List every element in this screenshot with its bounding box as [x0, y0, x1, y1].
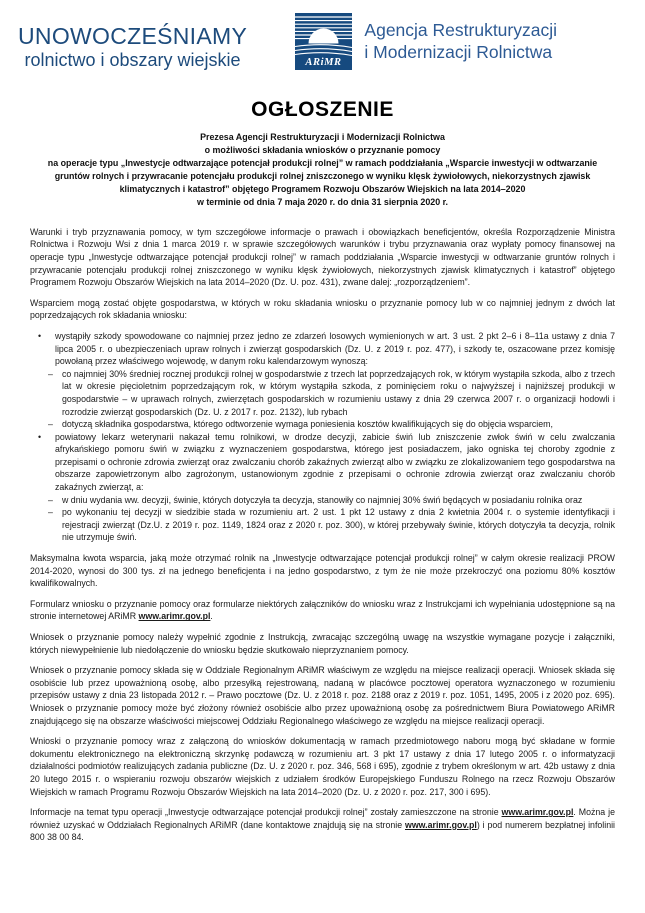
subtitle — [0, 131, 645, 209]
bullet-marker: • — [38, 330, 42, 341]
dash-marker: – — [48, 507, 53, 518]
dash-marker: – — [48, 494, 53, 505]
subtitle-line: o możliwości składania wniosków o przyznanie pomocy — [204, 144, 441, 155]
bullet-marker: • — [38, 431, 42, 442]
dash-item: – w dniu wydania ww. decyzji, świnie, których dotyczyła ta decyzja, stanowiły co najmniej 30% świń będących w posiadaniu rolnika oraz — [48, 494, 583, 505]
dash-marker: – — [48, 419, 53, 430]
dash-marker: – — [48, 368, 53, 379]
dash-item: – dotyczą składnika gospodarstwa, którego odtworzenie wymaga poniesienia kosztów kwalifikujących się do objęcia wsparciem, — [48, 419, 553, 430]
document-body — [30, 226, 615, 844]
agency-name — [364, 20, 557, 63]
arimr-logo-text: ARiMR — [305, 57, 343, 68]
paragraph: Wniosek o przyznanie pomocy należy wypełnić zgodnie z Instrukcją, zwracając szczególną uwagę na wszystkie wymagane pozycje i załączniki, których niewypełnienie lub niedołączenie do wniosku będzie skutkowało nieprzyznaniem pomocy. — [30, 632, 615, 655]
paragraph: Formularz wniosku o przyznanie pomocy oraz formularze niektórych załączników do wniosku wraz z Instrukcjami ich wypełniania udostępnione są na stronie internetowej ARiMR www.arimr.gov.pl. — [30, 598, 615, 622]
agency-name-line-1: Agencja Restrukturyzacji — [364, 20, 557, 41]
document-header — [0, 0, 645, 72]
bullet-item: • powiatowy lekarz weterynarii nakazał temu rolnikowi, w drodze decyzji, zabicie świń lub zniszczenie zwłok świń w celu zwalczania afrykańskiego pomoru świń w związku z wyznaczeniem gospodarstwa, którego jest posiadaczem, jako ogniska tej choroby zgodnie z przepisami o ochronie zdrowia zwierząt oraz zwalczaniu chorób zakaźnych zwierząt albo w związku ze zlokalizowaniem tego gospodarstwa na obszarze zapowietrzonym albo zagrożonym, ustanowionym zgodnie z przepisami o ochronie zdrowia zwierząt oraz zwalczaniu chorób zakaźnych zwierząt, a: — [38, 431, 615, 493]
subtitle-line: w terminie od dnia 7 maja 2020 r. do dnia 31 sierpnia 2020 r. — [196, 196, 449, 207]
dash-item: – po wykonaniu tej decyzji w siedzibie stada w rozumieniu art. 2 ust. 1 pkt 12 ustawy z dnia 2 kwietnia 2004 r. o systemie identyfikacji i rejestracji zwierząt (Dz.U. z 2019 r. poz. 1149, 1824 oraz z 2020 r. poz. 300), w której przebywały świnie, których dotyczyła ta decyzja, rolnik nie utrzymuje świń. — [48, 507, 615, 543]
arimr-website-link[interactable]: www.arimr.gov.pl — [138, 611, 211, 622]
dash-item: – co najmniej 30% średniej rocznej produkcji rolnej w gospodarstwie z trzech lat poprzedzających rok, w którym wystąpiła szkoda, albo z trzech lat w okresie pięcioletnim poprzedzającym rok, w którym wystąpiła szkoda, z pominięciem roku o najwyższej i najniższej produkcji w gospodarstwie – w uprawach rolnych, zwierzętach gospodarskich w rozumieniu ustawy z dnia 29 czerwca 2007 r. o organizacji hodowli i rozrodzie zwierząt gospodarskich (Dz. U. z 2017 r. poz. 2132), lub rybach — [48, 368, 615, 417]
tagline-line-2: rolnictwo i obszary wiejskie — [24, 50, 241, 71]
arimr-logo-icon — [295, 13, 352, 70]
paragraph: Informacje na temat typu operacji „Inwestycje odtwarzające potencjał produkcji rolnej” zostały zamieszczone na stronie www.arimr.gov.pl. Można je również uzyskać w Oddziałach Regionalnych ARiMR (dane kontaktowe znajdują się na stronie www.arimr.gov.pl) i pod numerem bezpłatnej infolinii 800 38 00 84. — [30, 807, 615, 843]
paragraph: Warunki i tryb przyznawania pomocy, w tym szczegółowe informacje o prawach i obowiązkach beneficjentów, określa Rozporządzenie Ministra Rolnictwa i Rozwoju Wsi z dnia 1 marca 2019 r. w sprawie szczegółowych warunków i trybu przyznawania oraz wypłaty pomocy finansowej na operacje typu „Inwestycje odtwarzające potencjał produkcji rolnej” w ramach poddziałania „Wsparcie inwestycji w odtwarzanie gruntów rolnych i przywracanie potencjału produkcji rolnej zniszczonego w wyniku klęsk żywiołowych, niekorzystnych zjawisk klimatycznych i katastrof” objętego Programem Rozwoju Obszarów Wiejskich na lata 2014–2020 (Dz. U. poz. 431), zwane dalej: „rozporządzeniem”. — [30, 226, 615, 288]
arimr-brand — [295, 13, 557, 70]
paragraph: Maksymalna kwota wsparcia, jaką może otrzymać rolnik na „Inwestycje odtwarzające potencjał produkcji rolnej” w całym okresie realizacji PROW 2014-2020, wynosi do 300 tys. zł na jednego beneficjenta i na jedno gospodarstwo, z tym że nie może przekroczyć ona poziomu 80% kosztów kwalifikowalnych. — [30, 553, 615, 589]
tagline-line-1: UNOWOCZEŚNIAMY — [18, 23, 248, 49]
subtitle-line: na operacje typu „Inwestycje odtwarzające potencjał produkcji rolnej” w ramach poddziałania „Wsparcie inwestycji w odtwarzanie — [47, 157, 598, 168]
bullet-item: • wystąpiły szkody spowodowane co najmniej przez jedno ze zdarzeń losowych wymienionych w art. 3 ust. 2 pkt 2–6 i 8–11a ustawy z dnia 7 lipca 2005 r. o ubezpieczeniach upraw rolnych i zwierząt gospodarskich (Dz. U. z 2019 r. poz. 477), i szkody te, oszacowane przez komisję powołaną przez właściwego wojewodę, w danym roku kalendarzowym wynoszą: — [38, 330, 615, 367]
arimr-website-link[interactable]: www.arimr.gov.pl — [501, 807, 574, 818]
bullet-list — [30, 330, 615, 544]
subtitle-line: klimatycznych i katastrof” objętego Programem Rozwoju Obszarów Wiejskich na lata 2014–2020 — [119, 183, 526, 194]
subtitle-line: gruntów rolnych i przywracanie potencjału produkcji rolnej zniszczonego w wyniku klęsk żywiołowych, niekorzystnych zjawisk — [54, 170, 591, 181]
paragraph: Wnioski o przyznanie pomocy wraz z załączoną do wniosków dokumentacją w ramach przedmiotowego naboru mogą być składane w formie dokumentu elektronicznego na elektroniczną skrzynkę podawczą w rozumieniu art. 3 pkt 17 ustawy z dnia 17 lutego 2005 r. o informatyzacji działalności podmiotów realizujących zadania publiczne (Dz. U. z 2020 r. poz. 346, 568 i 695), zgodnie z trybem określonym w art. 42b ustawy z dnia 20 lutego 2015 r. o wspieraniu rozwoju obszarów wiejskich z udziałem środków Europejskiego Funduszu Rolnego na rzecz Rozwoju Obszarów Wiejskich w ramach Programu Rozwoju Obszarów Wiejskich na lata 2014–2020 (Dz. U. z 2020 r. poz. 217, 300 i 695). — [30, 736, 615, 797]
arimr-tagline — [18, 24, 247, 72]
page-title: OGŁOSZENIE — [251, 97, 394, 121]
agency-name-line-2: i Modernizacji Rolnictwa — [364, 41, 553, 62]
paragraph: Wsparciem mogą zostać objęte gospodarstwa, w których w roku składania wniosku o przyznanie pomocy lub w co najmniej jednym z dwóch lat poprzedzających rok składania wniosku: — [30, 297, 615, 321]
subtitle-line: Prezesa Agencji Restrukturyzacji i Modernizacji Rolnictwa — [200, 131, 445, 142]
arimr-website-link[interactable]: www.arimr.gov.pl — [404, 819, 477, 830]
paragraph: Wniosek o przyznanie pomocy składa się w Oddziale Regionalnym ARiMR właściwym ze względu na miejsce realizacji operacji. Wniosek składa się osobiście lub przez upoważnioną osobę, albo przesyłką rejestrowaną, nadaną w placówce pocztowej operatora wyznaczonego w rozumieniu przepisów ustawy z dnia 23 listopada 2012 r. – Prawo pocztowe (Dz. U. z 2018 r. poz. 2188 oraz z 2019 r. poz. 1051, 1495, 2005 i z 2020 poz. 695). Wniosek o przyznanie pomocy może być złożony również osobiście albo przez upoważnioną osobę za pośrednictwem Biura Powiatowego ARiMR znajdującego się na obszarze właściwości miejscowej Oddziału Regionalnego właściwego ze względu na miejsce realizacji operacji. — [30, 665, 615, 726]
